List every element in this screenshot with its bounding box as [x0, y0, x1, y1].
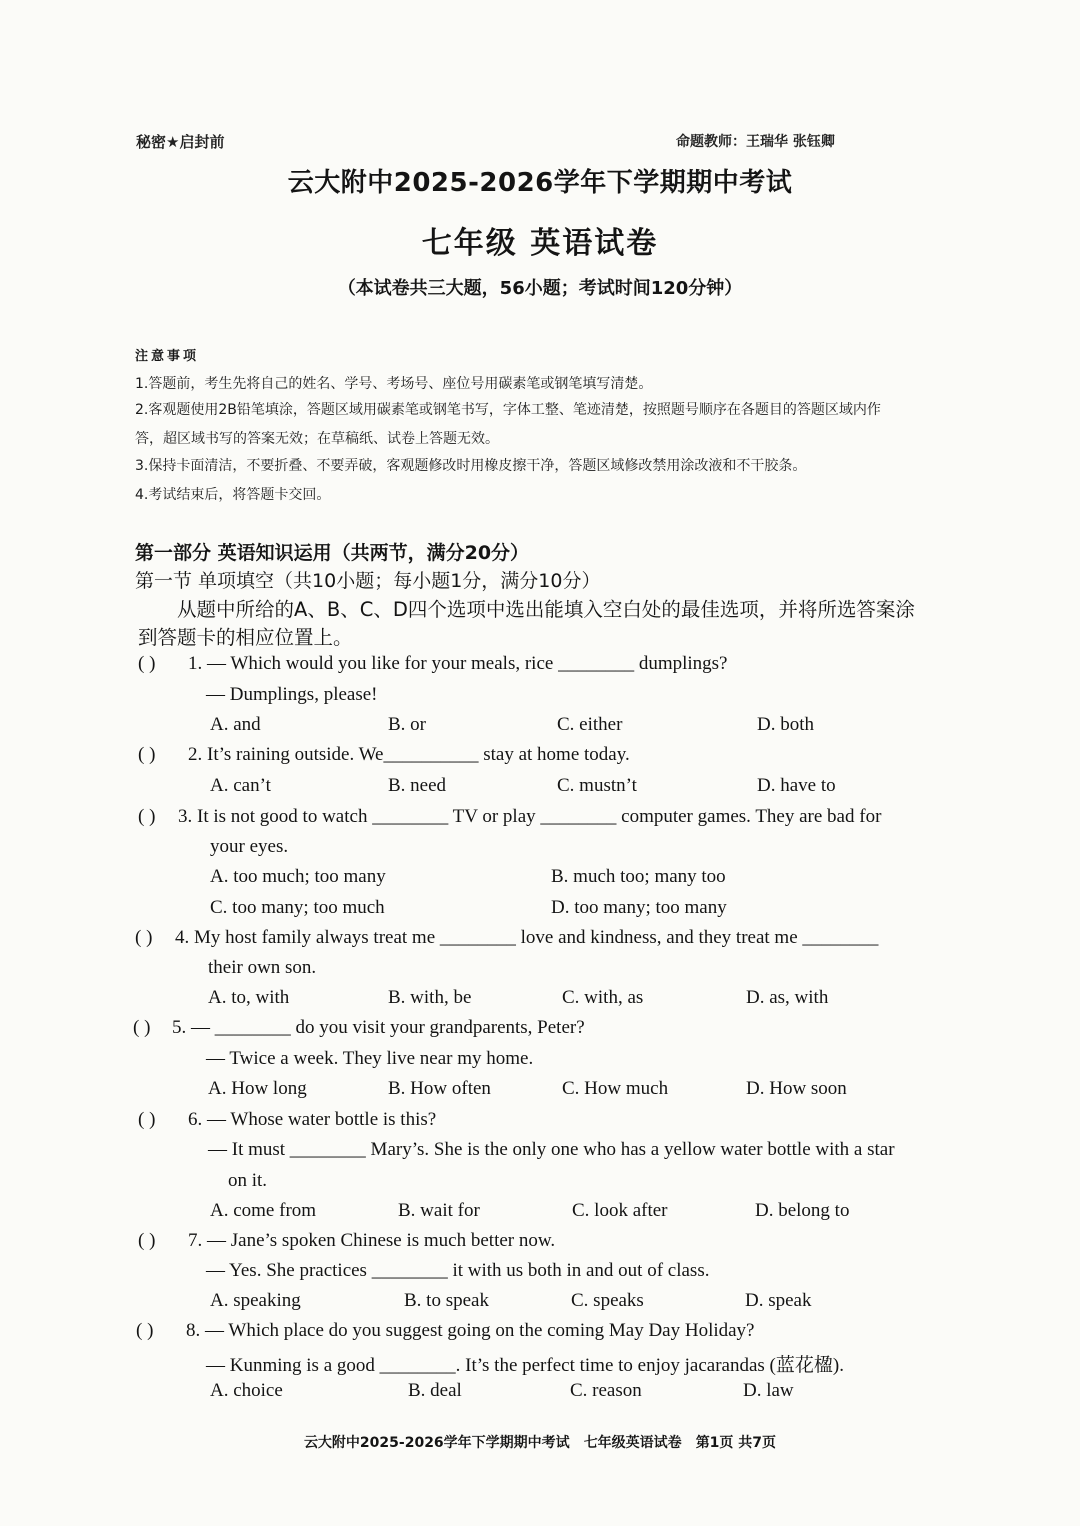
question-line: — Twice a week. They live near my home.: [206, 1048, 534, 1069]
instruction-line-2: 到答题卡的相应位置上。: [138, 626, 353, 649]
question-stem: 4. My host family always treat me ________ love and kindness, and they treat me ________: [175, 927, 879, 948]
option-d[interactable]: D. law: [743, 1380, 794, 1401]
question-line: on it.: [228, 1170, 268, 1191]
part1-heading: 第一部分 英语知识运用（共两节，满分20分）: [135, 542, 530, 564]
answer-paren[interactable]: ( ): [138, 1109, 156, 1130]
exam-subject-title: 七年级 英语试卷: [421, 226, 659, 261]
option-d[interactable]: D. How soon: [746, 1078, 847, 1099]
option-d[interactable]: D. both: [757, 714, 814, 735]
option-c[interactable]: C. look after: [572, 1200, 668, 1221]
note-item-2-cont: 答，超区域书写的答案无效；在草稿纸、试卷上答题无效。: [135, 431, 499, 447]
author-teachers: 命题教师：王瑞华 张钰卿: [676, 134, 835, 150]
note-item-4: 4.考试结束后，将答题卡交回。: [135, 487, 331, 503]
footer-page-number: 第1页 共7页: [695, 1435, 777, 1451]
option-d[interactable]: D. have to: [757, 775, 836, 796]
note-item-1: 1.答题前，考生先将自己的姓名、学号、考场号、座位号用碳素笔或钢笔填写清楚。: [135, 376, 653, 392]
option-b[interactable]: B. wait for: [398, 1200, 480, 1221]
question-stem: 8. — Which place do you suggest going on the coming May Day Holiday?: [186, 1320, 755, 1341]
confidential-mark: 秘密★启封前: [136, 133, 225, 151]
option-d[interactable]: D. belong to: [755, 1200, 850, 1221]
answer-paren[interactable]: ( ): [136, 1320, 154, 1341]
question-stem: 7. — Jane’s spoken Chinese is much better now.: [188, 1230, 556, 1251]
question-line: your eyes.: [210, 836, 289, 857]
answer-paren[interactable]: ( ): [138, 744, 156, 765]
section1-heading: 第一节 单项填空（共10小题；每小题1分，满分10分）: [135, 570, 601, 592]
instruction-line-1: 从题中所给的A、B、C、D四个选项中选出能填入空白处的最佳选项，并将所选答案涂: [177, 598, 915, 621]
answer-paren[interactable]: ( ): [138, 653, 156, 674]
question-line: — Kunming is a good ________. It’s the perfect time to enjoy jacarandas (蓝花楹).: [206, 1355, 844, 1376]
question-stem: 1. — Which would you like for your meals, rice ________ dumplings?: [188, 653, 728, 674]
option-c[interactable]: C. either: [557, 714, 623, 735]
option-d[interactable]: D. too many; too many: [551, 897, 727, 918]
option-a[interactable]: A. too much; too many: [210, 866, 386, 887]
option-c[interactable]: C. mustn’t: [557, 775, 637, 796]
option-b[interactable]: B. deal: [408, 1380, 462, 1401]
note-item-3: 3.保持卡面清洁，不要折叠、不要弄破，客观题修改时用橡皮擦干净，答题区域修改禁用涂改液和不干胶条。: [135, 458, 807, 474]
question-line: — Yes. She practices ________ it with us both in and out of class.: [206, 1260, 710, 1281]
question-line: — Dumplings, please!: [206, 684, 378, 705]
question-stem: 2. It’s raining outside. We__________ stay at home today.: [188, 744, 630, 765]
option-d[interactable]: D. as, with: [746, 987, 829, 1008]
option-b[interactable]: B. need: [388, 775, 447, 796]
question-stem: 5. — ________ do you visit your grandparents, Peter?: [172, 1017, 585, 1038]
note-item-2: 2.客观题使用2B铅笔填涂，答题区域用碳素笔或钢笔书写，字体工整、笔迹清楚，按照题号顺序在各题目的答题区域内作: [135, 402, 881, 418]
option-c[interactable]: C. too many; too much: [210, 897, 385, 918]
answer-paren[interactable]: ( ): [133, 1017, 151, 1038]
question-stem: 6. — Whose water bottle is this?: [188, 1109, 437, 1130]
option-a[interactable]: A. choice: [210, 1380, 283, 1401]
page-footer: [0, 1432, 1080, 1452]
footer-paper-name: 七年级英语试卷: [583, 1435, 682, 1451]
exam-title: 云大附中2025-2026学年下学期期中考试: [287, 168, 793, 198]
option-b[interactable]: B. to speak: [404, 1290, 489, 1311]
option-a[interactable]: A. can’t: [210, 775, 271, 796]
option-b[interactable]: B. or: [388, 714, 426, 735]
question-stem: 3. It is not good to watch ________ TV or play ________ computer games. They are bad for: [178, 806, 882, 827]
answer-paren[interactable]: ( ): [135, 927, 153, 948]
notes-title: 注意事项: [135, 349, 200, 364]
option-a[interactable]: A. to, with: [208, 987, 290, 1008]
footer-exam-name: 云大附中2025-2026学年下学期期中考试: [303, 1435, 570, 1451]
answer-paren[interactable]: ( ): [138, 806, 156, 827]
option-b[interactable]: B. much too; many too: [551, 866, 726, 887]
option-d[interactable]: D. speak: [745, 1290, 812, 1311]
option-b[interactable]: B. How often: [388, 1078, 491, 1099]
option-a[interactable]: A. How long: [208, 1078, 307, 1099]
option-c[interactable]: C. speaks: [571, 1290, 644, 1311]
exam-info: （本试卷共三大题，56小题；考试时间120分钟）: [337, 278, 743, 299]
option-a[interactable]: A. speaking: [210, 1290, 301, 1311]
option-a[interactable]: A. and: [210, 714, 261, 735]
option-a[interactable]: A. come from: [210, 1200, 317, 1221]
question-line: — It must ________ Mary’s. She is the only one who has a yellow water bottle with a star: [208, 1139, 895, 1160]
option-c[interactable]: C. with, as: [562, 987, 644, 1008]
option-c[interactable]: C. reason: [570, 1380, 642, 1401]
option-b[interactable]: B. with, be: [388, 987, 472, 1008]
answer-paren[interactable]: ( ): [138, 1230, 156, 1251]
question-line: their own son.: [208, 957, 317, 978]
option-c[interactable]: C. How much: [562, 1078, 669, 1099]
